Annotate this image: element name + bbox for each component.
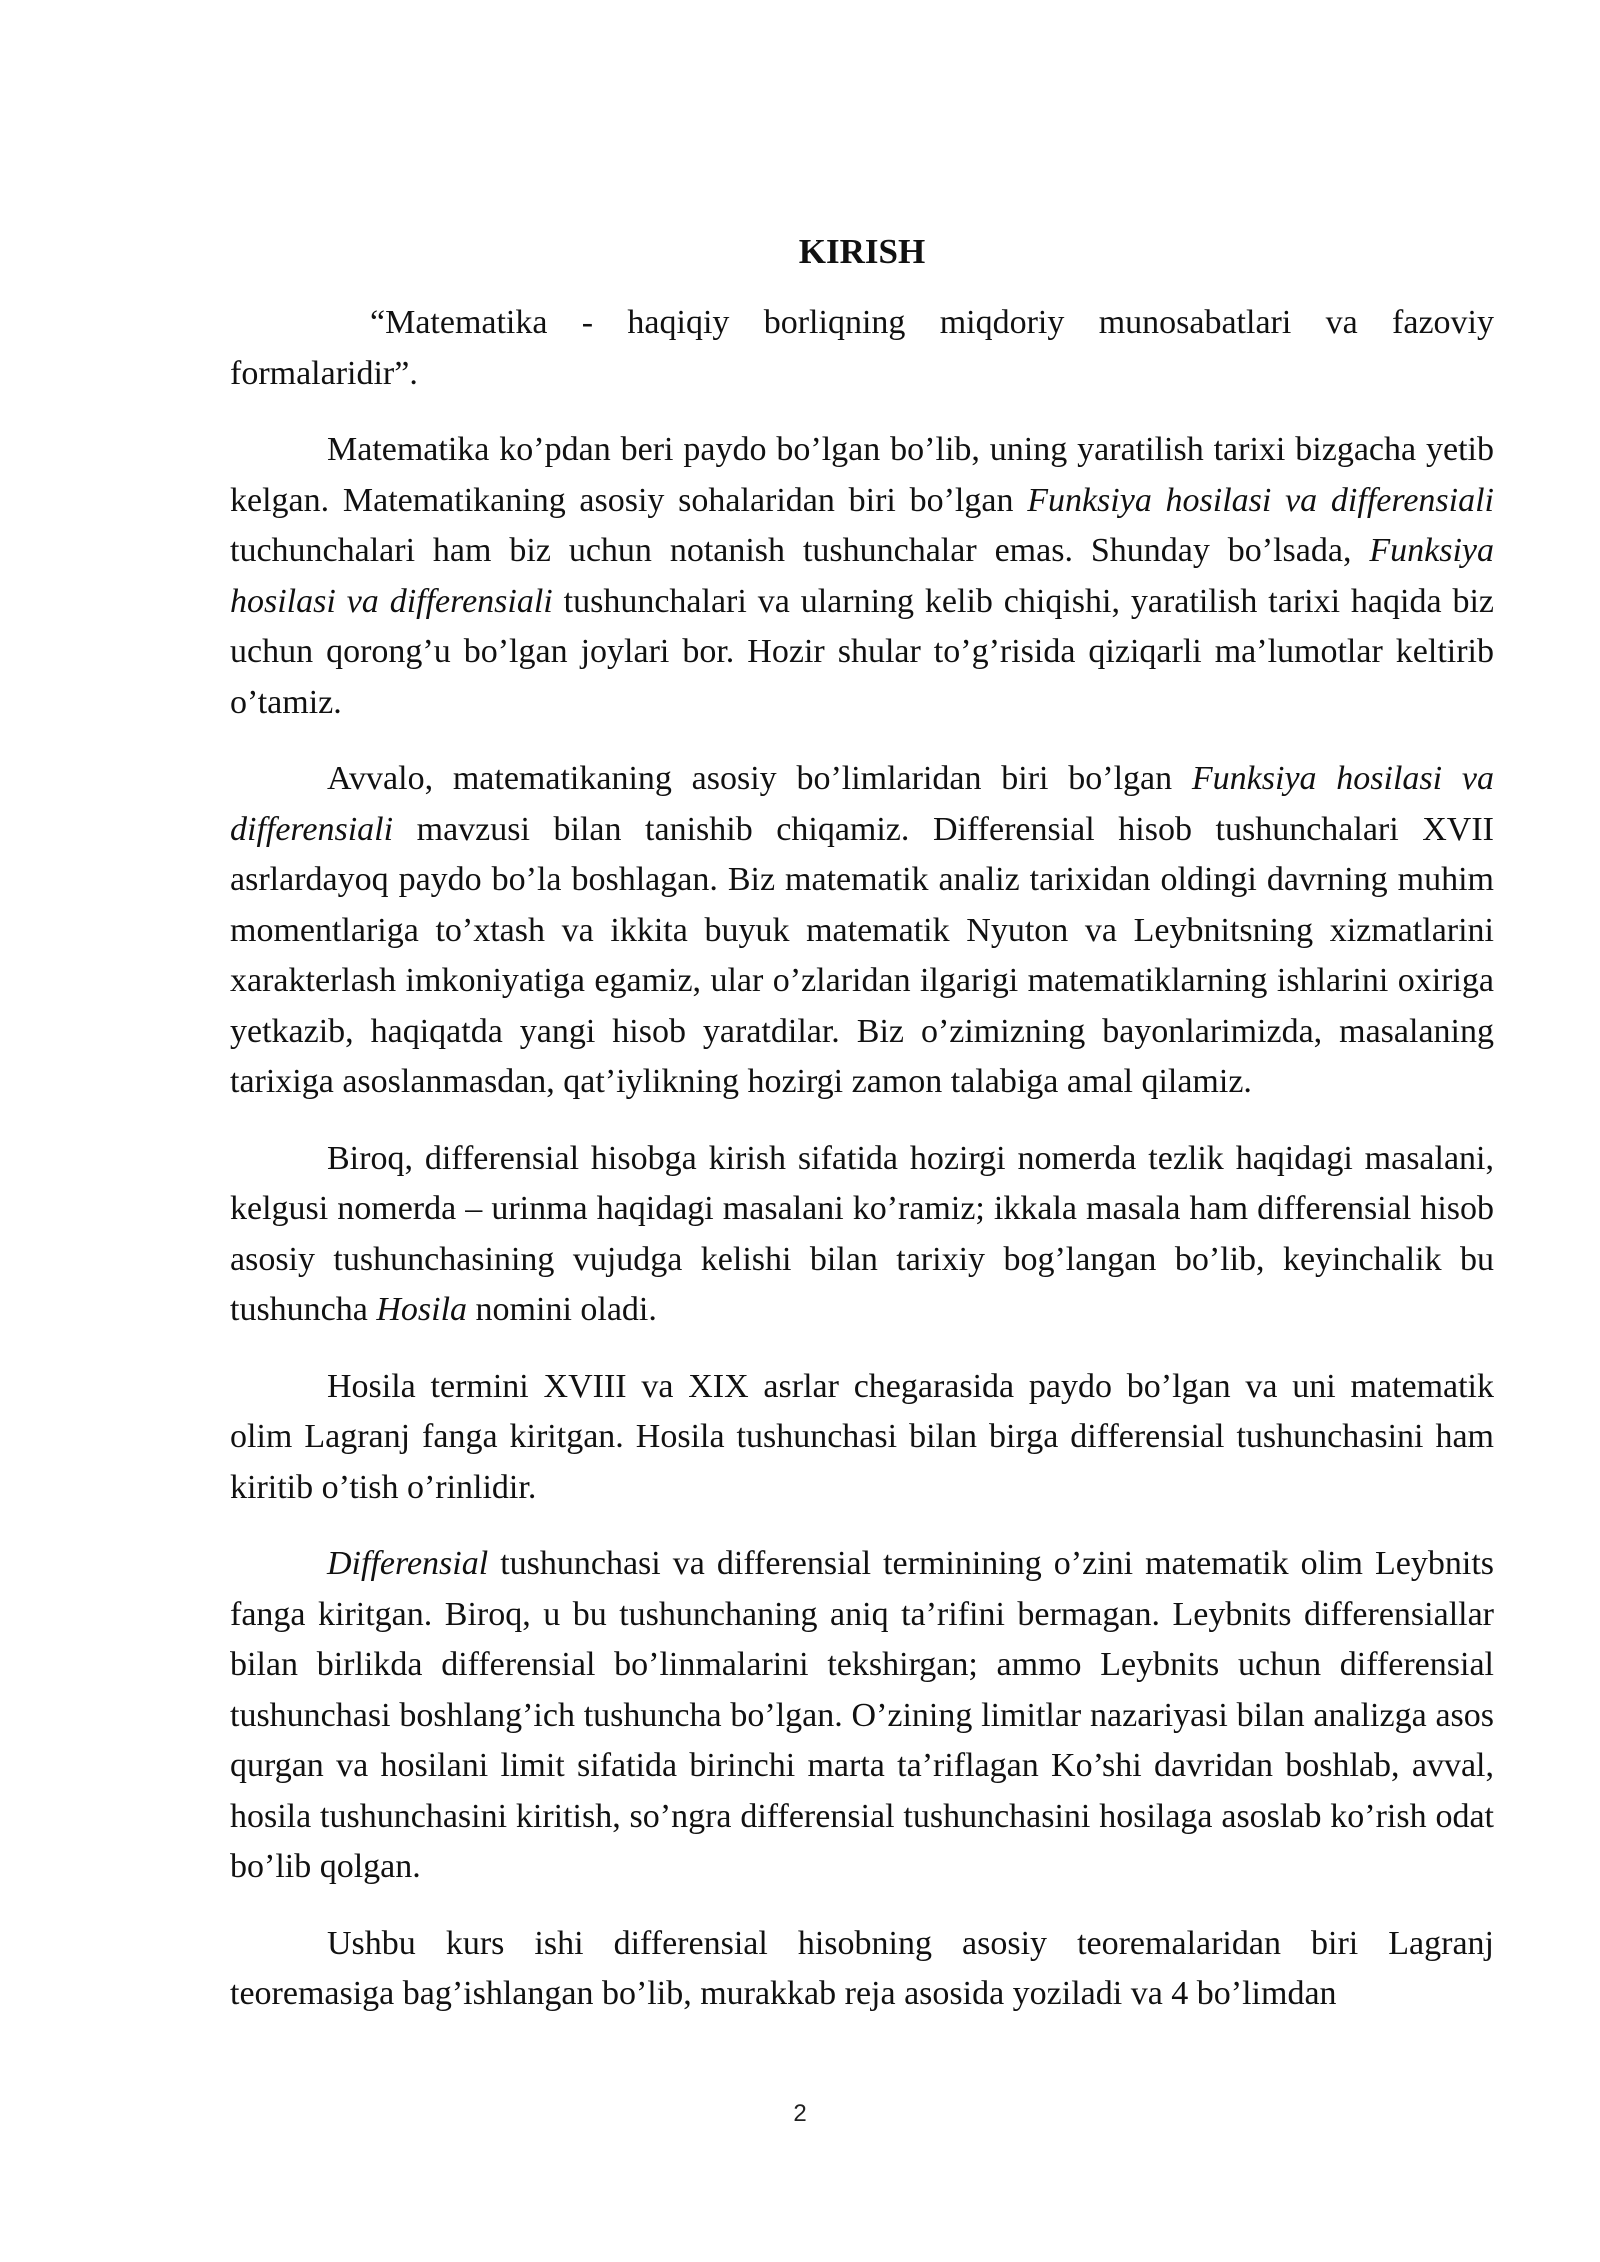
page-title: KIRISH <box>798 232 926 271</box>
epigraph-quote: “Matematika - haqiqiy borliqning miqdoriy munosabatlari va fazoviy formalaridir”. <box>230 304 1494 392</box>
italic-term: Hosila <box>376 1291 468 1328</box>
paragraph-text: nomini oladi. <box>467 1291 657 1328</box>
italic-term: Differensial <box>327 1545 489 1582</box>
paragraph-5 <box>230 1539 1494 1893</box>
page-number: 2 <box>793 2100 807 2127</box>
paragraph-text: tushunchalari va ularning kelib chiqishi, yaratilish tarixi haqida biz uchun qorong’u bo’lgan joylari bor. Hozir shular to’g’risida qiziqarli ma’lumotlar keltirib o’tamiz. <box>230 582 1495 721</box>
paragraph-text: Ushbu kurs ishi differensial hisobning asosiy teoremalaridan biri Lagranj teoremasiga bag’ishlangan bo’lib, murakkab reja asosida yoziladi va 4 bo’limdan <box>230 1924 1494 2012</box>
paragraph-text: Avvalo, matematikaning asosiy bo’limlaridan biri bo’lgan <box>327 760 1192 797</box>
paragraph-4 <box>230 1362 1494 1514</box>
italic-term: Funksiya hosilasi va differensiali <box>1027 481 1494 519</box>
document-page <box>230 230 1494 2046</box>
paragraph-text: mavzusi bilan tanishib chiqamiz. Differensial hisob tushunchalari XVII asrlardayoq paydo bo’la boshlagan. Biz matematik analiz tarixidan oldingi davrning muhim momentlariga to’xtash va ikkita buyuk matematik Nyuton va Leybnitsning xizmatlarini xarakterlash imkoniyatiga egamiz, ular o’zlaridan ilgarigi matematiklarning ishlarini oxiriga yetkazib, haqiqatda yangi hisob yaratdilar. Biz o’zimizning bayonlarimizda, masalaning tarixiga asoslanmasdan, qat’iylikning hozirgi zamon talabiga amal qilamiz. <box>230 810 1494 1100</box>
paragraph-1 <box>230 425 1494 728</box>
italic-term: Funksiya hosilasi va differensiali <box>230 760 1494 848</box>
italic-term: Funksiya hosilasi va differensiali <box>230 532 1494 620</box>
paragraph-text: Hosila termini XVIII va XIX asrlar chegarasida paydo bo’lgan va uni matematik olim Lagranj fanga kiritgan. Hosila tushunchasi bilan birga differensial tushunchasini ham kiritib o’tish o’rinlidir. <box>230 1367 1494 1506</box>
paragraph-text: tushunchasi va differensial terminining o’zini matematik olim Leybnits fanga kiritgan. Biroq, u bu tushunchaning aniq ta’rifini bermagan. Leybnits differensiallar bilan birlikda differensial bo’linmalarini tekshirgan; ammo Leybnits uchun differensial tushunchasi boshlang’ich tushuncha bo’lgan. O’zining limitlar nazariyasi bilan analizga asos qurgan va hosilani limit sifatida birinchi marta ta’riflagan Ko’shi davridan boshlab, avval, hosila tushunchasini kiritish, so’ngra differensial tushunchasini hosilaga asoslab ko’rish odat bo’lib qolgan. <box>230 1545 1494 1885</box>
paragraph-3 <box>230 1134 1494 1336</box>
paragraph-6 <box>230 1919 1494 2020</box>
paragraph-2 <box>230 754 1494 1108</box>
paragraph-text: tuchunchalari ham biz uchun notanish tushunchalar emas. Shunday bo’lsada, <box>230 532 1370 569</box>
paragraph-text: Biroq, differensial hisobga kirish sifatida hozirgi nomerda tezlik haqidagi masalani, kelgusi nomerda – urinma haqidagi masalani ko’ramiz; ikkala masala ham differensial hisob asosiy tushunchasining vujudga kelishi bilan tarixiy bog’langan bo’lib, keyinchalik bu tushuncha <box>230 1139 1494 1328</box>
paragraph-text: Matematika ko’pdan beri paydo bo’lgan bo’lib, uning yaratilish tarixi bizgacha yetib kelgan. Matematikaning asosiy sohalaridan biri bo’lgan <box>230 431 1494 519</box>
